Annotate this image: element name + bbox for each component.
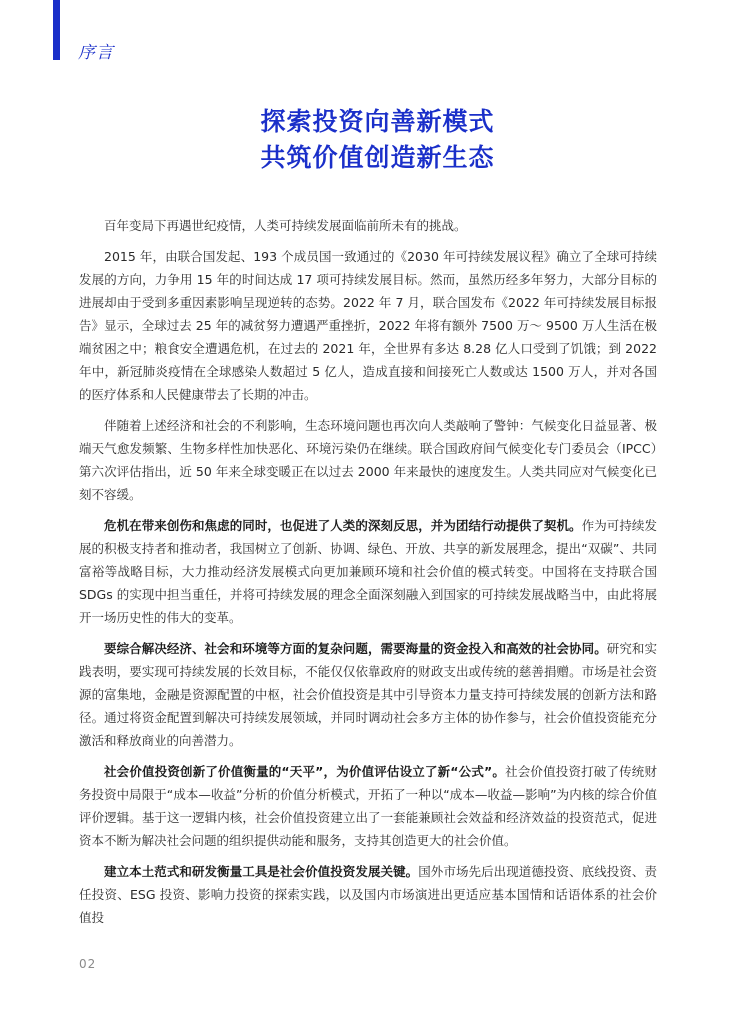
paragraph-7-lead: 建立本土范式和研发衡量工具是社会价值投资发展关键。 [104,864,419,879]
paragraph-7-body: 国外市场先后出现道德投资、底线投资、责任投资、ESG 投资、影响力投资的探索实践，以及国内市场演进出更适应基本国情和话语体系的社会价值投 [79,864,657,925]
paragraph-6 [79,760,657,852]
paragraph-5 [79,637,657,752]
paragraph-5-lead: 要综合解决经济、社会和环境等方面的复杂问题，需要海量的资金投入和高效的社会协同。 [104,641,607,656]
paragraph-3: 伴随着上述经济和社会的不利影响，生态环境问题也再次向人类敲响了警钟：气候变化日益显著、极端天气愈发频繁、生物多样性加快恶化、环境污染仍在继续。联合国政府间气候变化专门委员会（IPCC）第六次评估指出，近 50 年来全球变暖正在以过去 2000 年来最快的速度发生。人类共同应对气候变化已刻不容缓。 [79,418,657,502]
title-line-1: 探索投资向善新模式 [260,107,495,136]
page-title [0,104,755,176]
paragraph-1: 百年变局下再遇世纪疫情，人类可持续发展面临前所未有的挑战。 [104,218,467,233]
paragraph-6-body: 社会价值投资打破了传统财务投资中局限于“成本—收益”分析的价值分析模式，开拓了一种以“成本—收益—影响”为内核的综合价值评价逻辑。基于这一逻辑内核，社会价值投资建立出了一套能兼顾社会效益和经济效益的投资范式，促进资本不断为解决社会问题的组织提供动能和服务，支持其创造更大的社会价值。 [79,764,657,848]
section-label: 序言 [78,43,114,63]
paragraph-2: 2015 年，由联合国发起、193 个成员国一致通过的《2030 年可持续发展议程》确立了全球可持续发展的方向，力争用 15 年的时间达成 17 项可持续发展目标。然而，虽然历经多年努力，大部分目标的进展却由于受到多重因素影响呈现逆转的态势。2022 年 7 月，联合国发布《2022 年可持续发展目标报告》显示，全球过去 25 年的减贫努力遭遇严重挫折，2022 年将有额外 7500 万～ 9500 万人生活在极端贫困之中；粮食安全遭遇危机，在过去的 2021 年，全世界有多达 8.28 亿人口受到了饥饿；到 2022 年中，新冠肺炎疫情在全球感染人数超过 5 亿人，造成直接和间接死亡人数或达 1500 万人，并对各国的医疗体系和人民健康带去了长期的冲击。 [79,249,657,402]
paragraph-4-body: 作为可持续发展的积极支持者和推动者，我国树立了创新、协调、绿色、开放、共享的新发展理念，提出“双碳”、共同富裕等战略目标，大力推动经济发展模式向更加兼顾环境和社会价值的模式转变。中国将在支持联合国 SDGs 的实现中担当重任，并将可持续发展的理念全面深刻融入到国家的可持续发展战略当中，由此将展开一场历史性的伟大的变革。 [79,518,657,625]
paragraph-4 [79,514,657,629]
paragraph-6-lead: 社会价值投资创新了价值衡量的“天平”，为价值评估设立了新“公式”。 [104,764,506,779]
title-line-2: 共筑价值创造新生态 [260,143,495,172]
page-number: 02 [79,957,97,971]
accent-bar [53,0,60,60]
paragraph-5-body: 研究和实践表明，要实现可持续发展的长效目标，不能仅仅依靠政府的财政支出或传统的慈善捐赠。市场是社会资源的富集地，金融是资源配置的中枢，社会价值投资是其中引导资本力量支持可持续发展的创新方法和路径。通过将资金配置到解决可持续发展领域，并同时调动社会多方主体的协作参与，社会价值投资能充分激活和释放商业的向善潜力。 [79,641,657,748]
body-text [79,214,657,937]
paragraph-4-lead: 危机在带来创伤和焦虑的同时，也促进了人类的深刻反思，并为团结行动提供了契机。 [104,518,582,533]
paragraph-7 [79,860,657,929]
